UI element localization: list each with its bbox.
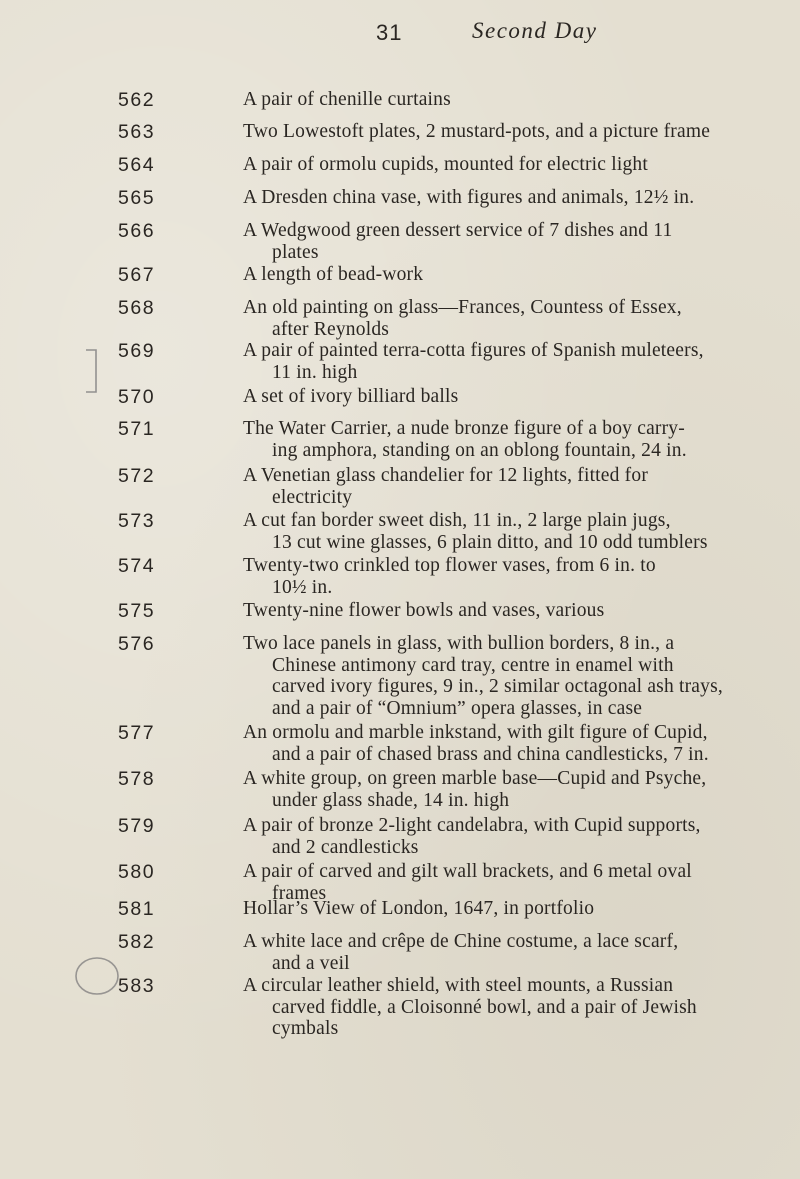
lot-number: 581 [118,898,156,920]
lot-number: 563 [118,121,156,143]
lot-number: 569 [118,340,156,362]
lot-number: 565 [118,187,156,209]
lot-description-line: An ormolu and marble inkstand, with gilt figure of Cupid, [243,722,708,743]
lot-description-line: and a veil [272,952,350,974]
lot-description-line: Twenty-nine flower bowls and vases, various [243,600,605,621]
lot-description-line: carved ivory figures, 9 in., 2 similar octagonal ash trays, [272,676,723,697]
lot-description [243,297,788,340]
lot-description-line: A pair of painted terra-cotta figures of Spanish muleteers, [243,340,704,361]
lot-number: 582 [118,931,156,953]
lot-number: 583 [118,975,156,997]
lot-description-line: under glass shade, 14 in. high [272,789,510,811]
lot-description-line: The Water Carrier, a nude bronze figure of a boy carry- [243,418,685,439]
lot-description-line: A set of ivory billiard balls [243,386,459,407]
lot-description-line: A pair of ormolu cupids, mounted for electric light [243,154,648,175]
lot-description-line: and 2 candlesticks [272,836,419,858]
lot-description [243,722,788,765]
lot-description-line: frames [272,882,327,904]
lot-description-line: A pair of chenille curtains [243,89,451,110]
lot-description-line: Chinese antimony card tray, centre in enamel with [272,654,674,676]
lot-description-line: A Venetian glass chandelier for 12 lights, fitted for [243,465,649,486]
lot-description-line: 10½ in. [272,576,333,598]
pencil-circle-mark [70,952,120,1000]
lot-description [243,633,788,719]
lot-description-line: A Dresden china vase, with figures and animals, 12½ in. [243,187,695,208]
lot-description [243,465,788,508]
lot-number: 578 [118,768,156,790]
lot-description-line: after Reynolds [272,318,390,340]
lot-number: 579 [118,815,156,837]
lot-description [243,418,788,461]
lot-description [243,89,788,111]
lot-number: 571 [118,418,156,440]
lot-description-line: A white group, on green marble base—Cupid and Psyche, [243,768,707,789]
lot-number: 566 [118,220,156,242]
lot-description [243,931,788,974]
section-title: Second Day [472,18,598,43]
lot-description-line: and a pair of “Omnium” opera glasses, in case [272,697,643,719]
lot-number: 576 [118,633,156,655]
lot-description [243,340,788,383]
lot-description-line: 13 cut wine glasses, 6 plain ditto, and 10 odd tumblers [272,531,708,553]
page-number: 31 [376,20,403,45]
lot-description [243,264,788,286]
lot-description [243,768,788,811]
lot-description-line: ing amphora, standing on an oblong fountain, 24 in. [272,439,687,461]
lot-description-line: A circular leather shield, with steel mounts, a Russian [243,975,674,996]
lot-description-line: A length of bead-work [243,264,424,285]
lot-description-line: electricity [272,486,353,508]
lot-number: 567 [118,264,156,286]
lot-description [243,600,788,622]
lot-description-line: cymbals [272,1018,339,1039]
lot-description-line: A pair of carved and gilt wall brackets, and 6 metal oval [243,861,692,882]
lot-description-line: An old painting on glass—Frances, Countess of Essex, [243,297,682,318]
lot-description-line: A white lace and crêpe de Chine costume, a lace scarf, [243,931,679,952]
lot-number: 575 [118,600,156,622]
lot-description [243,187,788,209]
lot-number: 570 [118,386,156,408]
lot-description-line: 11 in. high [272,361,358,383]
lot-description [243,815,788,858]
page-header [0,12,800,48]
lot-description [243,898,788,920]
lot-description-line: and a pair of chased brass and china candlesticks, 7 in. [272,743,709,765]
lot-number: 577 [118,722,156,744]
lot-description [243,386,788,408]
lot-description-line: Two Lowestoft plates, 2 mustard-pots, and a picture frame [243,121,711,142]
lot-description [243,510,788,553]
lot-number: 574 [118,555,156,577]
lot-number: 580 [118,861,156,883]
lot-description-line: Two lace panels in glass, with bullion borders, 8 in., a [243,633,675,654]
lot-description-line: A pair of bronze 2-light candelabra, with Cupid supports, [243,815,701,836]
lot-description [243,555,788,598]
lot-number: 568 [118,297,156,319]
lot-description-line: Twenty-two crinkled top flower vases, from 6 in. to [243,555,656,576]
lot-number: 562 [118,89,156,111]
lot-description [243,220,788,263]
lot-description [243,154,788,176]
pencil-bracket-mark [82,348,104,394]
lot-description-line: A Wedgwood green dessert service of 7 dishes and 11 [243,220,673,241]
lot-description [243,121,788,143]
lot-description-line: A cut fan border sweet dish, 11 in., 2 large plain jugs, [243,510,671,531]
lot-number: 572 [118,465,156,487]
lot-number: 564 [118,154,156,176]
lot-number: 573 [118,510,156,532]
lot-description [243,975,788,1040]
lot-description-line: plates [272,241,319,263]
lot-description-line: Hollar’s View of London, 1647, in portfolio [243,898,595,919]
lot-description-line: carved fiddle, a Cloisonné bowl, and a pair of Jewish [272,996,697,1018]
